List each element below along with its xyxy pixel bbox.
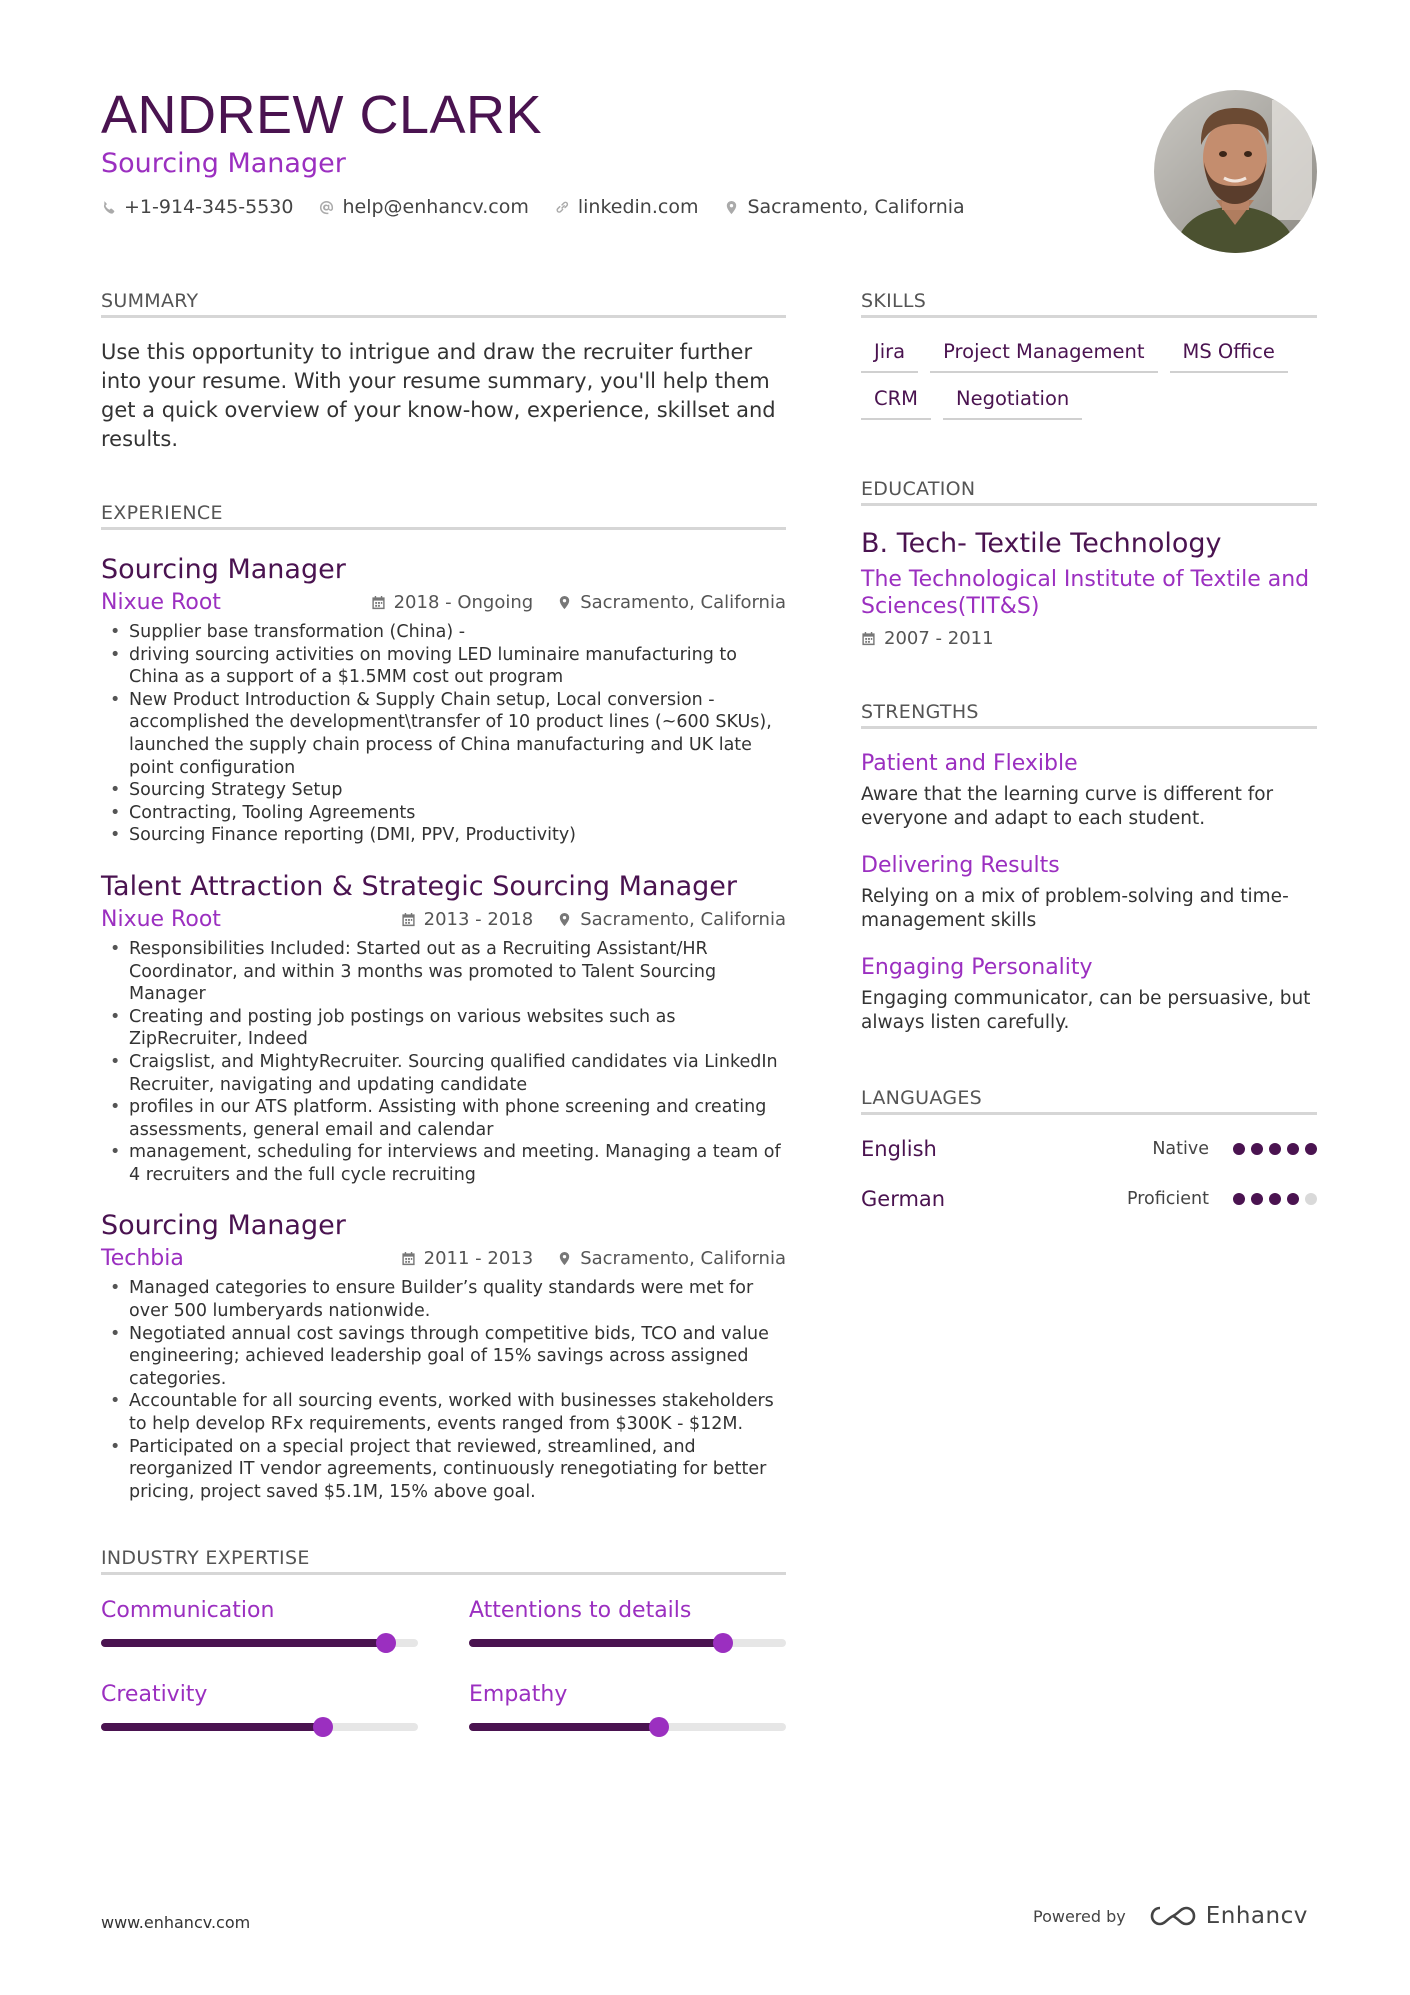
location-pin-icon <box>557 1251 572 1266</box>
experience-role: Talent Attraction & Strategic Sourcing Manager <box>101 870 738 902</box>
education-section <box>861 478 1317 649</box>
expertise-bar-knob <box>313 1717 333 1737</box>
experience-bullets <box>101 1277 786 1503</box>
rating-dot <box>1305 1143 1317 1155</box>
bullet-item: • profiles in our ATS platform. Assisting with phone screening and creating assessments, general email and calendar <box>101 1096 786 1141</box>
calendar-icon <box>401 912 416 927</box>
summary-heading: SUMMARY <box>101 290 786 318</box>
skills-section <box>861 290 1317 420</box>
summary-section <box>101 290 786 454</box>
skills-heading: SKILLS <box>861 290 1317 318</box>
bullet-item: • Creating and posting job postings on various websites such as ZipRecruiter, Indeed <box>101 1006 786 1051</box>
experience-dates <box>401 1248 534 1269</box>
candidate-name: ANDREW CLARK <box>101 85 543 145</box>
rating-dot <box>1233 1143 1245 1155</box>
footer-website[interactable]: www.enhancv.com <box>101 1913 251 1932</box>
bullet-item: • Supplier base transformation (China) - <box>101 621 786 644</box>
location-pin-icon <box>557 595 572 610</box>
expertise-bar-fill <box>469 1723 659 1731</box>
expertise-item <box>101 1681 418 1731</box>
language-dots <box>1233 1143 1317 1155</box>
dates-text: 2013 - 2018 <box>423 908 534 930</box>
contact-bar <box>101 196 1101 218</box>
contact-location <box>724 196 964 218</box>
expertise-name: Attentions to details <box>469 1598 692 1624</box>
expertise-bar <box>469 1723 786 1731</box>
language-name: English <box>861 1137 937 1161</box>
language-item <box>861 1183 1317 1215</box>
language-level: Native <box>1152 1139 1209 1159</box>
experience-company: Nixue Root <box>101 906 221 932</box>
experience-section <box>101 502 786 1503</box>
dates-text: 2007 - 2011 <box>884 628 994 649</box>
strength-description: Engaging communicator, can be persuasive, but always listen carefully. <box>861 988 1311 1033</box>
bullet-item: • Negotiated annual cost savings through competitive bids, TCO and value engineering; achieved leadership goal of 15% savings across assigned categories. <box>101 1323 786 1391</box>
expertise-bar <box>469 1639 786 1647</box>
enhancv-logo-icon <box>1150 1905 1196 1927</box>
experience-meta-right <box>371 592 786 613</box>
calendar-icon <box>371 595 386 610</box>
expertise-item <box>101 1597 418 1647</box>
skill-tag: MS Office <box>1170 340 1288 373</box>
expertise-bar-knob <box>713 1633 733 1653</box>
expertise-bar <box>101 1723 418 1731</box>
link-icon <box>555 200 570 215</box>
location-pin-icon <box>724 200 739 215</box>
education-dates <box>861 628 1317 649</box>
expertise-item <box>469 1681 786 1731</box>
language-rating <box>1152 1139 1317 1159</box>
rating-dot <box>1305 1193 1317 1205</box>
right-column <box>861 290 1317 1215</box>
language-rating <box>1127 1189 1317 1209</box>
education-school: The Technological Institute of Textile and Sciences(TIT&S) <box>861 567 1310 619</box>
experience-bullets <box>101 938 786 1187</box>
skill-tag: Jira <box>861 340 918 373</box>
strength-title: Delivering Results <box>861 853 1060 878</box>
education-degree: B. Tech- Textile Technology <box>861 528 1222 559</box>
expertise-grid <box>101 1597 786 1731</box>
dates-text: 2018 - Ongoing <box>393 592 534 613</box>
at-icon <box>319 200 334 215</box>
skill-tag: Negotiation <box>943 387 1082 420</box>
strength-description: Relying on a mix of problem-solving and time-management skills <box>861 886 1289 931</box>
summary-text: Use this opportunity to intrigue and draw the recruiter further into your resume. With your resume summary, you'll help them get a quick overview of your know-how, experience, skillset and results. <box>101 340 776 451</box>
bullet-item: • Craigslist, and MightyRecruiter. Sourcing qualified candidates via LinkedIn Recruiter, navigating and updating candidate <box>101 1051 786 1096</box>
profile-photo <box>1154 90 1317 253</box>
strength-item <box>861 851 1317 933</box>
rating-dot <box>1287 1193 1299 1205</box>
experience-meta <box>101 1246 786 1271</box>
expertise-bar-fill <box>469 1639 723 1647</box>
expertise-bar-knob <box>649 1717 669 1737</box>
location-text: Sacramento, California <box>580 592 786 613</box>
footer-branding <box>1033 1903 1308 1929</box>
experience-meta-right <box>401 909 786 930</box>
language-item <box>861 1133 1317 1165</box>
rating-dot <box>1269 1143 1281 1155</box>
strength-description: Aware that the learning curve is different for everyone and adapt to each student. <box>861 784 1274 829</box>
strengths-section <box>861 701 1317 1035</box>
strength-item <box>861 953 1317 1035</box>
left-column <box>101 290 786 1731</box>
bullet-item: • Responsibilities Included: Started out as a Recruiting Assistant/HR Coordinator, and within 3 months was promoted to Talent Sourcing Manager <box>101 938 786 1006</box>
expertise-name: Empathy <box>469 1682 568 1708</box>
bullet-item: • Participated on a special project that reviewed, streamlined, and reorganized IT vendor agreements, continuously renegotiating for better pricing, project saved $5.1M, 15% above goal. <box>101 1436 786 1504</box>
experience-location <box>557 1248 786 1269</box>
rating-dot <box>1233 1193 1245 1205</box>
rating-dot <box>1287 1143 1299 1155</box>
bullet-item: • Contracting, Tooling Agreements <box>101 802 786 825</box>
strength-title: Patient and Flexible <box>861 751 1078 776</box>
experience-meta-right <box>401 1248 786 1269</box>
experience-item <box>101 552 786 847</box>
industry-expertise-section <box>101 1547 786 1731</box>
resume-header <box>101 80 1101 218</box>
expertise-item <box>469 1597 786 1647</box>
enhancv-logo[interactable] <box>1150 1903 1308 1929</box>
linkedin-text: linkedin.com <box>577 196 699 218</box>
experience-dates <box>401 909 534 930</box>
experience-dates <box>371 592 534 613</box>
education-heading: EDUCATION <box>861 478 1317 506</box>
industry-expertise-heading: INDUSTRY EXPERTISE <box>101 1547 786 1575</box>
languages-heading: LANGUAGES <box>861 1087 1317 1115</box>
language-name: German <box>861 1187 946 1211</box>
rating-dot <box>1251 1193 1263 1205</box>
skill-tag: CRM <box>861 387 931 420</box>
bullet-item: • Sourcing Strategy Setup <box>101 779 786 802</box>
language-dots <box>1233 1193 1317 1205</box>
skill-tag: Project Management <box>930 340 1157 373</box>
experience-bullets <box>101 621 786 847</box>
experience-meta <box>101 907 786 932</box>
avatar-illustration <box>1154 90 1317 253</box>
expertise-bar <box>101 1639 418 1647</box>
strength-title: Engaging Personality <box>861 955 1093 980</box>
expertise-bar-knob <box>376 1633 396 1653</box>
experience-location <box>557 592 786 613</box>
calendar-icon <box>861 631 876 646</box>
bullet-item: • management, scheduling for interviews and meeting. Managing a team of 4 recruiters and the full cycle recruiting <box>101 1141 786 1186</box>
location-text: Sacramento, California <box>747 196 965 218</box>
experience-company: Nixue Root <box>101 590 221 615</box>
languages-section <box>861 1087 1317 1215</box>
contact-phone[interactable] <box>101 196 293 218</box>
bullet-item: • Managed categories to ensure Builder’s quality standards were met for over 500 lumberyards nationwide. <box>101 1277 786 1322</box>
bullet-item: • Accountable for all sourcing events, worked with businesses stakeholders to help develop RFx requirements, events ranged from $300K - $12M. <box>101 1390 786 1435</box>
language-level: Proficient <box>1127 1189 1209 1209</box>
candidate-title: Sourcing Manager <box>101 148 346 179</box>
calendar-icon <box>401 1251 416 1266</box>
contact-linkedin[interactable] <box>555 196 699 218</box>
phone-icon <box>101 200 116 215</box>
bullet-item: • driving sourcing activities on moving LED luminaire manufacturing to China as a support of a $1.5MM cost out program <box>101 644 786 689</box>
expertise-name: Communication <box>101 1598 275 1624</box>
skills-list <box>861 340 1317 420</box>
brand-name: Enhancv <box>1205 1903 1308 1929</box>
dates-text: 2011 - 2013 <box>423 1248 534 1270</box>
strength-item <box>861 749 1317 831</box>
phone-text: +1-914-345-5530 <box>124 196 294 218</box>
location-text: Sacramento, California <box>580 908 786 930</box>
experience-meta <box>101 590 786 615</box>
contact-email[interactable] <box>319 196 528 218</box>
experience-location <box>557 909 786 930</box>
experience-heading: EXPERIENCE <box>101 502 786 530</box>
experience-item <box>101 1208 786 1503</box>
email-text: help@enhancv.com <box>342 196 529 218</box>
location-text: Sacramento, California <box>580 1248 786 1270</box>
strengths-heading: STRENGTHS <box>861 701 1317 729</box>
expertise-bar-fill <box>101 1639 386 1647</box>
bullet-item: • Sourcing Finance reporting (DMI, PPV, Productivity) <box>101 824 786 847</box>
location-pin-icon <box>557 912 572 927</box>
experience-company: Techbia <box>101 1246 184 1272</box>
experience-role: Sourcing Manager <box>101 1210 346 1242</box>
expertise-bar-fill <box>101 1723 323 1731</box>
powered-by-label: Powered by <box>1033 1906 1126 1926</box>
experience-item <box>101 869 786 1187</box>
experience-role: Sourcing Manager <box>101 554 346 585</box>
expertise-name: Creativity <box>101 1682 208 1708</box>
rating-dot <box>1269 1193 1281 1205</box>
rating-dot <box>1251 1143 1263 1155</box>
bullet-item: • New Product Introduction & Supply Chain setup, Local conversion - accomplished the development\transfer of 10 product lines (~600 SKUs), launched the supply chain process of China manufacturing and UK late point configuration <box>101 689 786 779</box>
